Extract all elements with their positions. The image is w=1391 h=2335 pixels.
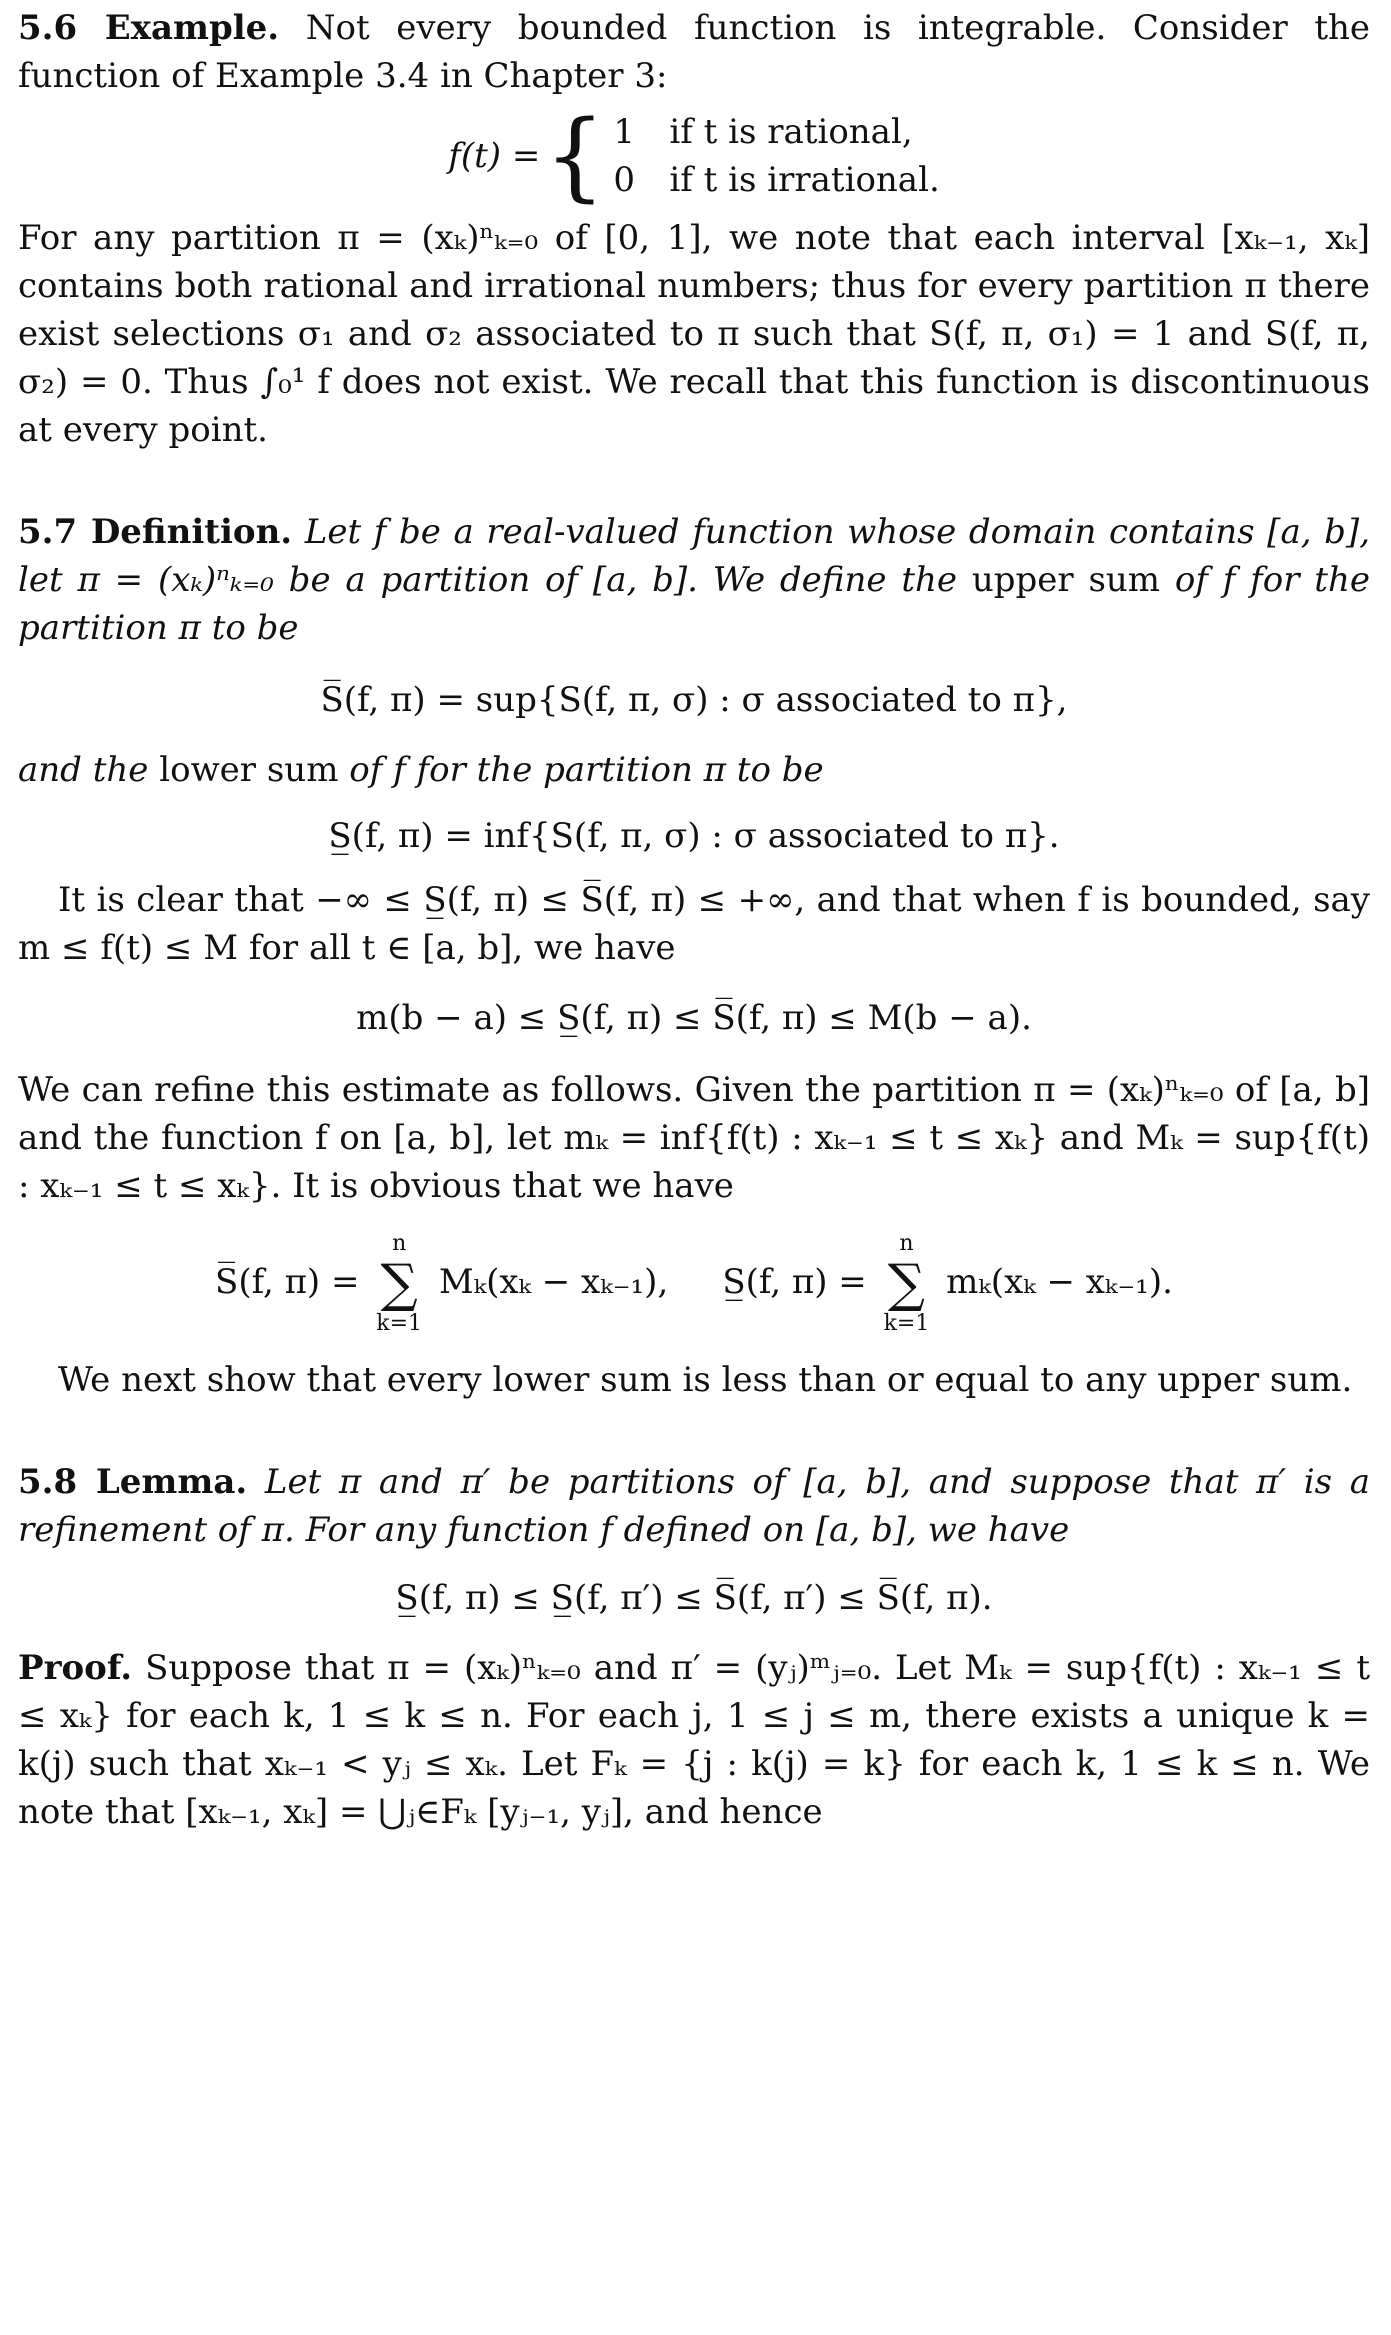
sum-formulas: S̅(f, π) = n ∑ k=1 Mₖ(xₖ − xₖ₋₁), S̲(f, π) = n ∑ k=1 mₖ(xₖ − xₖ₋₁). [215,1231,1173,1336]
textbook-page [18,0,1370,1836]
term-upper-sum: upper sum [971,560,1161,600]
refine-paragraph: We can refine this estimate as follows. Given the partition π = (xₖ)ⁿₖ₌₀ of [a, b] and the function f on [a, b], let mₖ = inf{f(t) : xₖ₋₁ ≤ t ≤ xₖ} and Mₖ = sup{f(t) : xₖ₋₁ ≤ t ≤ xₖ}. It is obvious that we have [18,1070,1370,1206]
bound-equation: m(b − a) ≤ S̲(f, π) ≤ S̅(f, π) ≤ M(b − a). [356,998,1032,1038]
lemma-equation: S̲(f, π) ≤ S̲(f, π′) ≤ S̅(f, π′) ≤ S̅(f, π). [395,1578,993,1618]
lower-sum-equation: S̲(f, π) = inf{S(f, π, σ) : σ associated to π}. [328,816,1060,856]
lower-summation: n ∑ k=1 [883,1231,930,1336]
case-irrational: 0 if t is irrational. [613,160,940,200]
clear-paragraph: It is clear that −∞ ≤ S̲(f, π) ≤ S̅(f, π) ≤ +∞, and that when f is bounded, say m ≤ f(t) ≤ M for all t ∈ [a, b], we have [18,880,1370,968]
function-lhs: f(t) = [448,136,541,176]
proof-heading: Proof. [18,1648,133,1688]
lemma-5-8: 5.8 Lemma. Let π and π′ be partitions of [a, b], and suppose that π′ is a refinement of π. For any function f defined on [a, b], we have [18,1462,1370,1550]
upper-sum-equation: S̅(f, π) = sup{S(f, π, σ) : σ associated to π}, [320,680,1068,720]
lower-sum-sentence: and the lower sum of f for the partition π to be [18,750,824,790]
example-intro-text: Not every bounded function is integrable. Consider the function of Example 3.4 in Chapter 3: [18,8,1371,96]
function-definition [18,100,1370,212]
definition-5-7: 5.7 Definition. Let f be a real-valued function whose domain contains [a, b], let π = (xₖ)ⁿₖ₌₀ be a partition of [a, b]. We define the upper sum of f for the partition π to be [18,512,1370,648]
left-brace: { [544,100,606,212]
next-paragraph: We next show that every lower sum is less than or equal to any upper sum. [58,1360,1353,1400]
example-heading: 5.6 Example. [18,8,280,48]
definition-heading: 5.7 Definition. [18,512,293,552]
term-lower-sum: lower sum [159,750,339,790]
example-body: For any partition π = (xₖ)ⁿₖ₌₀ of [0, 1], we note that each interval [xₖ₋₁, xₖ] contains both rational and irrational numbers; thus for every partition π there exist selections σ₁ and σ₂ associated to π such that S(f, π, σ₁) = 1 and S(f, π, σ₂) = 0. Thus ∫₀¹ f does not exist. We recall that this function is discontinuous at every point. [18,218,1370,450]
case-rational: 1 if t is rational, [613,112,913,152]
lemma-heading: 5.8 Lemma. [18,1462,248,1502]
proof-paragraph: Proof. Suppose that π = (xₖ)ⁿₖ₌₀ and π′ = (yⱼ)ᵐⱼ₌₀. Let Mₖ = sup{f(t) : xₖ₋₁ ≤ t ≤ xₖ} for each k, 1 ≤ k ≤ n. For each j, 1 ≤ j ≤ m, there exists a unique k = k(j) such that xₖ₋₁ < yⱼ ≤ xₖ. Let Fₖ = {j : k(j) = k} for each k, 1 ≤ k ≤ n. We note that [xₖ₋₁, xₖ] = ⋃ⱼ∈Fₖ [yⱼ₋₁, yⱼ], and hence [18,1648,1370,1832]
upper-summation: n ∑ k=1 [376,1231,423,1336]
example-5-6-intro [18,4,1370,100]
